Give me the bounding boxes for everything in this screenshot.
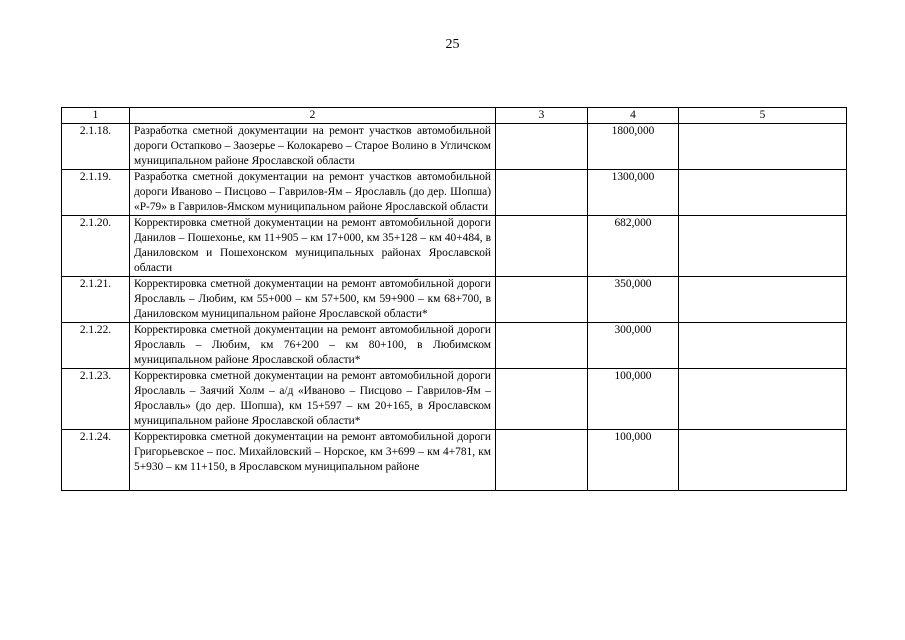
row-description: Корректировка сметной документации на ремонт автомобильной дороги Ярославль – Любим, км 76+200 – км 80+100, в Любимском муниципальном районе Ярославской области*: [130, 323, 496, 369]
row-number: 2.1.21.: [62, 277, 130, 323]
row-number: 2.1.18.: [62, 124, 130, 170]
row-col3: [496, 216, 588, 277]
row-col5: [679, 216, 847, 277]
row-amount: 1300,000: [588, 170, 679, 216]
row-amount: 1800,000: [588, 124, 679, 170]
row-col3: [496, 430, 588, 491]
header-cell-4: 4: [588, 108, 679, 124]
row-col5: [679, 323, 847, 369]
table-row: [62, 323, 847, 369]
table-row: [62, 430, 847, 491]
row-amount: 350,000: [588, 277, 679, 323]
table-row: [62, 277, 847, 323]
budget-table: [61, 107, 847, 491]
header-cell-1: 1: [62, 108, 130, 124]
row-number: 2.1.22.: [62, 323, 130, 369]
row-col3: [496, 369, 588, 430]
row-col5: [679, 124, 847, 170]
page-number: 25: [445, 37, 460, 52]
row-description: Разработка сметной документации на ремонт участков автомобильной дороги Остапково – Заозерье – Колокарево – Старое Волино в Угличском муниципальном районе Ярославской области: [130, 124, 496, 170]
row-col3: [496, 277, 588, 323]
row-description: Корректировка сметной документации на ремонт автомобильной дороги Григорьевское – пос. Михайловский – Норское, км 3+699 – км 4+781, км 5+930 – км 11+150, в Ярославском муниципальном районе: [130, 430, 496, 491]
header-cell-3: 3: [496, 108, 588, 124]
row-amount: 300,000: [588, 323, 679, 369]
row-col5: [679, 369, 847, 430]
row-amount: 100,000: [588, 369, 679, 430]
row-col5: [679, 170, 847, 216]
header-cell-2: 2: [130, 108, 496, 124]
row-number: 2.1.19.: [62, 170, 130, 216]
row-amount: 100,000: [588, 430, 679, 491]
table-row: [62, 170, 847, 216]
row-amount: 682,000: [588, 216, 679, 277]
table-row: [62, 124, 847, 170]
row-description: Корректировка сметной документации на ремонт автомобильной дороги Ярославль – Заячий Холм – а/д «Иваново – Писцово – Гаврилов-Ям – Ярославль» (до дер. Шопша), км 15+597 – км 20+165, в Ярославском муниципальном районе Ярославской области*: [130, 369, 496, 430]
table-header-row: [62, 108, 847, 124]
row-col3: [496, 124, 588, 170]
row-description: Разработка сметной документации на ремонт участков автомобильной дороги Иваново – Писцово – Гаврилов-Ям – Ярославль (до дер. Шопша) «Р-79» в Гаврилов-Ямском муниципальном районе Ярославской области: [130, 170, 496, 216]
row-col5: [679, 277, 847, 323]
table-row: [62, 216, 847, 277]
table-row: [62, 369, 847, 430]
row-description: Корректировка сметной документации на ремонт автомобильной дороги Данилов – Пошехонье, км 11+905 – км 17+000, км 35+128 – км 40+484, в Даниловском и Пошехонском муниципальных районах Ярославской области: [130, 216, 496, 277]
row-number: 2.1.20.: [62, 216, 130, 277]
row-number: 2.1.23.: [62, 369, 130, 430]
row-number: 2.1.24.: [62, 430, 130, 491]
row-col3: [496, 323, 588, 369]
row-description: Корректировка сметной документации на ремонт автомобильной дороги Ярославль – Любим, км 55+000 – км 57+500, км 59+900 – км 68+700, в Даниловском муниципальном районе Ярославской области*: [130, 277, 496, 323]
header-cell-5: 5: [679, 108, 847, 124]
row-col3: [496, 170, 588, 216]
row-col5: [679, 430, 847, 491]
